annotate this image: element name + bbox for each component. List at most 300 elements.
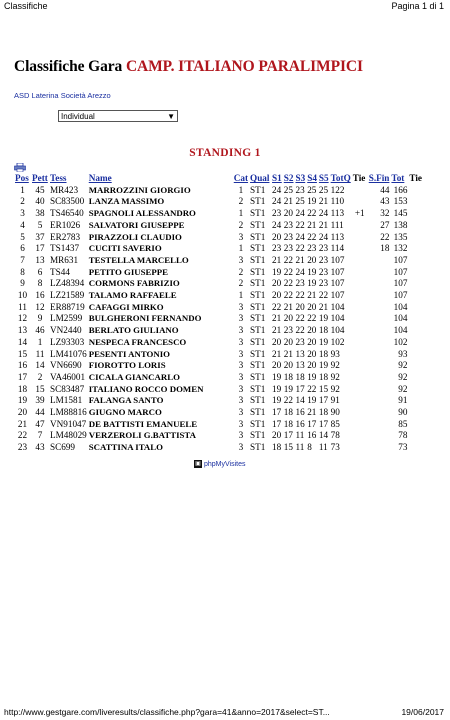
cell-qual: ST1: [250, 395, 266, 406]
cell-s1: 20: [272, 278, 282, 289]
cell-s5: 18: [318, 348, 329, 359]
cell-sfin: [368, 290, 391, 302]
cell-tie: [352, 220, 368, 232]
cell-totq: 107: [330, 278, 345, 289]
cell-s2: 20: [283, 360, 293, 371]
event-name: CAMP. ITALIANO PARALIMPICI: [125, 58, 363, 75]
cell-sfin: [368, 302, 391, 314]
cell-qual: ST1: [250, 301, 266, 312]
cell-s5: 17: [318, 395, 329, 406]
cell-tie2: [408, 220, 424, 232]
table-row: [14, 419, 424, 431]
cell-pett: 8: [37, 278, 43, 289]
cell-s3: 20: [295, 301, 305, 312]
cell-tot: 135: [393, 231, 408, 242]
cell-cat: 3: [238, 383, 244, 394]
cell-s5: 21: [318, 196, 329, 207]
cell-s1: 17: [272, 418, 282, 429]
cell-cat: 3: [238, 395, 244, 406]
cell-sfin: [368, 325, 391, 337]
cell-name: TESTELLA MARCELLO: [88, 254, 189, 265]
cell-pett: 15: [35, 383, 45, 394]
cell-s3: 24: [295, 266, 305, 277]
table-row: [14, 349, 424, 361]
cell-tie2: [408, 419, 424, 431]
cell-s1: 18: [272, 442, 282, 453]
cell-pos: 2: [20, 196, 25, 207]
cell-sfin: [368, 255, 391, 267]
cell-qual: ST1: [250, 418, 266, 429]
cell-tot: 92: [398, 371, 408, 382]
cell-s4: 19: [307, 196, 317, 207]
view-select-value: Individual: [61, 112, 95, 121]
cell-s2: 20: [283, 313, 293, 324]
cell-tie: +1: [354, 208, 365, 219]
cell-tess: MR631: [50, 254, 79, 265]
cell-name: BULGHERONI FERNANDO: [88, 313, 202, 324]
cell-tot: 78: [398, 430, 408, 441]
col-header-s5[interactable]: S5: [318, 173, 329, 183]
page-title: [14, 58, 363, 76]
cell-sfin: [368, 313, 391, 325]
cell-tie: [352, 407, 368, 419]
cell-s4: 22: [307, 208, 317, 219]
cell-name: SPAGNOLI ALESSANDRO: [88, 208, 196, 219]
cell-s1: 19: [272, 266, 282, 277]
cell-s5: 14: [318, 430, 329, 441]
cell-pett: 2: [37, 371, 43, 382]
table-row: [14, 243, 424, 255]
cell-tie2: [408, 360, 424, 372]
table-row: [14, 196, 424, 208]
cell-s5: 15: [318, 383, 329, 394]
cell-s3: 16: [295, 418, 305, 429]
cell-sfin: [368, 407, 391, 419]
cell-s4: 22: [307, 231, 317, 242]
cell-s4: 20: [307, 254, 317, 265]
cell-s3: 17: [295, 383, 305, 394]
cell-pos: 21: [17, 418, 28, 429]
cell-s1: 20: [272, 360, 282, 371]
cell-name: NESPECA FRANCESCO: [88, 336, 187, 347]
cell-pett: 38: [35, 208, 45, 219]
cell-s1: 24: [272, 196, 282, 207]
cell-totq: 90: [330, 407, 340, 418]
cell-tess: SC699: [50, 442, 76, 453]
cell-pett: 7: [37, 430, 43, 441]
cell-tot: 93: [398, 348, 408, 359]
cell-pett: 13: [35, 254, 45, 265]
cell-s3: 11: [295, 430, 305, 441]
col-header-tie2: Tie: [409, 173, 423, 183]
cell-sfin: [368, 384, 391, 396]
cell-s4: 17: [307, 418, 317, 429]
cell-pos: 11: [18, 301, 27, 312]
cell-tie2: [408, 313, 424, 325]
cell-s2: 20: [283, 208, 293, 219]
phpmyvisites-link[interactable]: [194, 460, 246, 468]
cell-tot: 90: [398, 407, 408, 418]
cell-tie: [352, 196, 368, 208]
cell-tie2: [408, 267, 424, 279]
cell-qual: ST1: [250, 407, 266, 418]
cell-tie2: [408, 349, 424, 361]
cell-sfin: [368, 278, 391, 290]
col-header-sfin[interactable]: S.Fin: [368, 173, 390, 183]
cell-tie2: [408, 430, 424, 442]
cell-tie: [352, 255, 368, 267]
cell-s1: 24: [272, 219, 282, 230]
cell-s2: 22: [283, 266, 293, 277]
col-header-pett[interactable]: Pett: [32, 173, 48, 183]
cell-sfin: [368, 419, 391, 431]
cell-tie2: [408, 325, 424, 337]
cell-s4: 20: [307, 348, 317, 359]
cell-s1: 21: [272, 313, 282, 324]
printer-icon[interactable]: [14, 163, 26, 172]
cell-pos: 10: [17, 290, 28, 301]
cell-s1: 21: [272, 325, 282, 336]
cell-s3: 11: [295, 442, 305, 453]
cell-qual: ST1: [250, 442, 266, 453]
cell-s2: 23: [283, 325, 293, 336]
cell-s3: 22: [295, 325, 305, 336]
cell-tess: TS1437: [50, 243, 80, 254]
table-row: [14, 220, 424, 232]
cell-s4: 20: [307, 336, 317, 347]
table-row: [14, 372, 424, 384]
cell-name: CAFAGGI MIRKO: [88, 301, 164, 312]
cell-tot: 73: [398, 442, 408, 453]
cell-tess: LZ48394: [50, 278, 85, 289]
col-header-tot[interactable]: Tot: [391, 173, 405, 183]
cell-s5: 18: [318, 407, 329, 418]
cell-name: PESENTI ANTONIO: [88, 348, 170, 359]
cell-name: BERLATO GIULIANO: [88, 325, 179, 336]
standing-title: STANDING 1: [189, 147, 261, 159]
cell-tot: 107: [393, 278, 408, 289]
cell-totq: 107: [330, 290, 345, 301]
cell-tess: LZ93303: [50, 336, 85, 347]
cell-s1: 20: [272, 430, 282, 441]
cell-cat: 3: [238, 254, 244, 265]
cell-totq: 122: [330, 184, 345, 195]
cell-tess: LM41076: [50, 348, 87, 359]
cell-tot: 107: [393, 254, 408, 265]
cell-tess: SC83487: [50, 383, 85, 394]
cell-s5: 19: [318, 313, 329, 324]
cell-tess: ER1026: [50, 219, 81, 230]
cell-sfin: [368, 372, 391, 384]
col-header-qual[interactable]: Qual: [250, 173, 270, 183]
cell-qual: ST1: [250, 278, 266, 289]
cell-pos: 4: [20, 219, 25, 230]
cell-s2: 22: [283, 278, 293, 289]
cell-cat: 3: [238, 430, 244, 441]
cell-pos: 5: [20, 231, 25, 242]
cell-s4: 20: [307, 325, 317, 336]
cell-cat: 2: [238, 278, 244, 289]
cell-qual: ST1: [250, 336, 266, 347]
cell-qual: ST1: [250, 371, 266, 382]
cell-tie2: [408, 278, 424, 290]
col-header-tie: Tie: [352, 173, 366, 183]
table-row: [14, 407, 424, 419]
cell-tess: ER88719: [50, 301, 85, 312]
cell-tie2: [408, 384, 424, 396]
cell-pett: 44: [35, 407, 45, 418]
cell-s3: 21: [295, 254, 305, 265]
cell-name: TALAMO RAFFAELE: [88, 290, 177, 301]
cell-tess: LM1581: [50, 395, 83, 406]
table-row: [14, 278, 424, 290]
cell-s5: 17: [318, 418, 329, 429]
cell-s4: 23: [307, 243, 317, 254]
cell-s1: 19: [272, 395, 282, 406]
cell-s4: 22: [307, 313, 317, 324]
cell-s1: 21: [272, 348, 282, 359]
cell-s5: 21: [318, 301, 329, 312]
cell-tot: 91: [398, 395, 408, 406]
cell-sfin: [368, 442, 391, 454]
cell-s4: 8: [307, 442, 312, 453]
table-row: [14, 384, 424, 396]
col-header-s2[interactable]: S2: [283, 173, 294, 183]
cell-s2: 21: [283, 348, 293, 359]
cell-s5: 23: [318, 243, 329, 254]
cell-s5: 11: [318, 442, 328, 453]
cell-cat: 3: [238, 231, 244, 242]
cell-name: FIOROTTO LORIS: [88, 360, 166, 371]
cell-s1: 20: [272, 231, 282, 242]
cell-pos: 8: [20, 266, 25, 277]
cell-tot: 104: [393, 325, 408, 336]
cell-s2: 23: [283, 243, 293, 254]
cell-tess: TS44: [50, 266, 70, 277]
table-row: [14, 337, 424, 349]
cell-s3: 23: [295, 278, 305, 289]
cell-s2: 18: [283, 407, 293, 418]
chevron-down-icon: ▼: [167, 112, 175, 121]
cell-s3: 13: [295, 360, 305, 371]
cell-s5: 24: [318, 208, 329, 219]
col-header-totq[interactable]: TotQ: [330, 173, 351, 183]
cell-totq: 113: [330, 231, 345, 242]
cell-cat: 3: [238, 301, 244, 312]
cell-tess: VN2440: [50, 325, 82, 336]
print-header: [0, 0, 450, 14]
cell-cat: 2: [238, 219, 244, 230]
cell-qual: ST1: [250, 184, 266, 195]
cell-pett: 5: [37, 219, 43, 230]
cell-tot: 92: [398, 383, 408, 394]
table-row: [14, 325, 424, 337]
cell-qual: ST1: [250, 266, 266, 277]
cell-s4: 20: [307, 301, 317, 312]
club-link[interactable]: ASD Laterina Società Arezzo: [14, 91, 111, 100]
print-header-title: Classifiche: [4, 1, 48, 11]
cell-qual: ST1: [250, 290, 266, 301]
cell-s5: 23: [318, 266, 329, 277]
cell-qual: ST1: [250, 360, 266, 371]
cell-totq: 107: [330, 254, 345, 265]
cell-pos: 14: [17, 336, 28, 347]
cell-totq: 111: [330, 219, 344, 230]
cell-s3: 23: [295, 336, 305, 347]
col-header-name[interactable]: Name: [88, 173, 112, 183]
cell-qual: ST1: [250, 383, 266, 394]
cell-tie2: [408, 243, 424, 255]
cell-s3: 18: [295, 371, 305, 382]
cell-tie2: [408, 255, 424, 267]
cell-cat: 3: [238, 348, 244, 359]
cell-s2: 19: [283, 383, 293, 394]
phpmyvisites-icon: ▣: [195, 461, 201, 467]
cell-pos: 15: [17, 348, 28, 359]
cell-pett: 12: [35, 301, 45, 312]
cell-sfin: 18: [380, 243, 390, 254]
cell-pett: 37: [35, 231, 45, 242]
cell-sfin: [368, 395, 391, 407]
cell-s2: 21: [283, 301, 293, 312]
cell-totq: 113: [330, 208, 345, 219]
cell-tie2: [408, 232, 424, 244]
cell-tie: [352, 302, 368, 314]
col-header-s4[interactable]: S4: [307, 173, 317, 183]
col-header-pos[interactable]: Pos: [15, 173, 29, 183]
cell-totq: 73: [330, 442, 340, 453]
standings-table-body: [14, 185, 424, 454]
cell-tie: [352, 337, 368, 349]
cell-cat: 1: [238, 184, 244, 195]
cell-tess: VN6690: [50, 360, 82, 371]
cell-cat: 3: [238, 418, 244, 429]
cell-pos: 9: [20, 278, 25, 289]
cell-tie: [352, 185, 368, 197]
cell-totq: 104: [330, 313, 345, 324]
table-row: [14, 313, 424, 325]
cell-sfin: [368, 360, 391, 372]
cell-tess: VA46001: [50, 371, 86, 382]
cell-qual: ST1: [250, 231, 266, 242]
cell-s4: 21: [307, 219, 317, 230]
cell-name: MARROZZINI GIORGIO: [88, 184, 191, 195]
cell-tot: 145: [393, 208, 408, 219]
cell-tie2: [408, 407, 424, 419]
cell-sfin: [368, 337, 391, 349]
cell-tie: [352, 360, 368, 372]
cell-s2: 22: [283, 290, 293, 301]
cell-pos: 1: [20, 184, 25, 195]
table-row: [14, 232, 424, 244]
cell-name: SALVATORI GIUSEPPE: [88, 219, 185, 230]
cell-pos: 12: [17, 313, 28, 324]
col-header-s1[interactable]: S1: [272, 173, 282, 183]
cell-qual: ST1: [250, 243, 266, 254]
cell-s5: 18: [318, 371, 329, 382]
view-select[interactable]: [58, 110, 178, 122]
cell-cat: 1: [238, 243, 244, 254]
cell-pett: 45: [35, 184, 45, 195]
cell-s4: 19: [307, 395, 317, 406]
cell-name: ITALIANO ROCCO DOMEN: [88, 383, 204, 394]
cell-s2: 15: [283, 442, 293, 453]
cell-qual: ST1: [250, 348, 266, 359]
cell-sfin: 43: [380, 196, 390, 207]
cell-s3: 23: [295, 184, 305, 195]
cell-tie: [352, 325, 368, 337]
cell-tie: [352, 267, 368, 279]
cell-name: LANZA MASSIMO: [88, 196, 165, 207]
cell-totq: 85: [330, 418, 340, 429]
cell-qual: ST1: [250, 196, 266, 207]
cell-s1: 20: [272, 290, 282, 301]
cell-totq: 102: [330, 336, 345, 347]
cell-name: DE BATTISTI EMANUELE: [88, 418, 198, 429]
cell-s1: 19: [272, 371, 282, 382]
table-row: [14, 185, 424, 197]
cell-s1: 20: [272, 336, 282, 347]
cell-s2: 21: [283, 196, 293, 207]
cell-s5: 18: [318, 325, 329, 336]
cell-s3: 24: [295, 208, 305, 219]
col-header-cat[interactable]: Cat: [233, 173, 249, 183]
col-header-tess[interactable]: Tess: [50, 173, 67, 183]
cell-tot: 102: [393, 336, 408, 347]
cell-cat: 3: [238, 313, 244, 324]
cell-name: CORMONS FABRIZIO: [88, 278, 180, 289]
print-footer-url: http://www.gestgare.com/liveresults/classifiche.php?gara=41&anno=2017&select=ST...: [4, 707, 330, 717]
cell-cat: 3: [238, 360, 244, 371]
cell-sfin: [368, 349, 391, 361]
cell-s5: 24: [318, 231, 329, 242]
cell-s5: 23: [318, 254, 329, 265]
cell-tie: [352, 442, 368, 454]
cell-totq: 107: [330, 266, 345, 277]
cell-tess: LM2599: [50, 313, 83, 324]
cell-cat: 3: [238, 325, 244, 336]
cell-tie2: [408, 196, 424, 208]
cell-tie: [352, 419, 368, 431]
cell-tess: MR423: [50, 184, 79, 195]
cell-totq: 93: [330, 348, 340, 359]
standings-table: [14, 173, 424, 454]
cell-tot: 104: [393, 313, 408, 324]
cell-totq: 92: [330, 371, 340, 382]
cell-totq: 110: [330, 196, 345, 207]
col-header-s3[interactable]: S3: [295, 173, 306, 183]
cell-pett: 40: [35, 196, 45, 207]
cell-cat: 1: [238, 208, 244, 219]
cell-tot: 138: [393, 219, 408, 230]
cell-tess: TS46540: [50, 208, 84, 219]
cell-s5: 19: [318, 360, 329, 371]
cell-s2: 18: [283, 418, 293, 429]
cell-s2: 18: [283, 371, 293, 382]
cell-name: SCATTINA ITALO: [88, 442, 163, 453]
print-footer-date: 19/06/2017: [401, 707, 444, 717]
cell-s5: 25: [318, 184, 329, 195]
cell-sfin: 44: [380, 184, 390, 195]
cell-s3: 22: [295, 243, 305, 254]
cell-tot: 166: [393, 184, 408, 195]
cell-tess: VN91047: [50, 418, 87, 429]
cell-qual: ST1: [250, 325, 266, 336]
cell-pos: 22: [17, 430, 28, 441]
cell-name: CICALA GIANCARLO: [88, 371, 180, 382]
cell-tess: SC83500: [50, 196, 85, 207]
cell-sfin: 32: [380, 208, 390, 219]
